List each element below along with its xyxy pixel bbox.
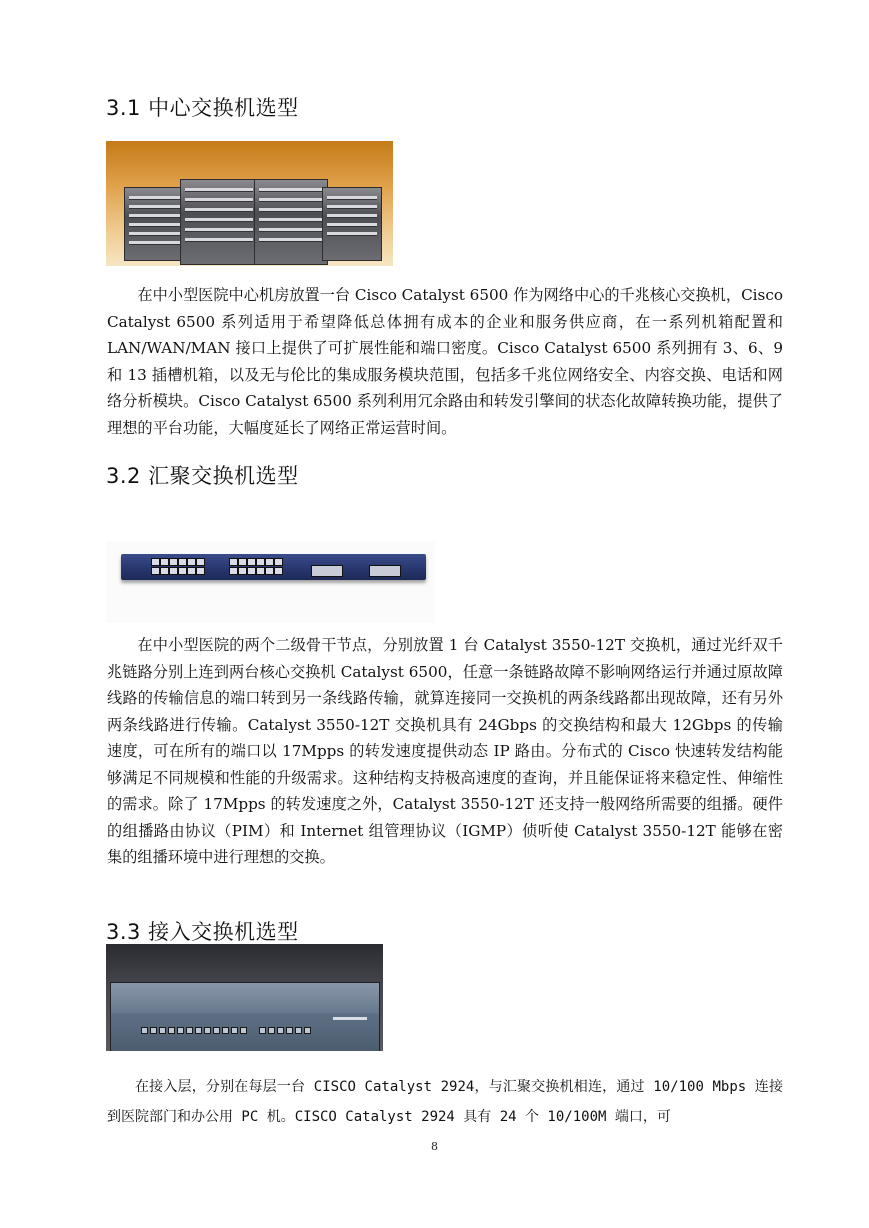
- catalyst-3550-switch-image: [106, 541, 435, 623]
- section-heading-3-2: 3.2 汇聚交换机选型: [106, 464, 299, 488]
- catalyst-6500-chassis-image: [106, 141, 393, 266]
- switch-chassis: [121, 554, 426, 580]
- chassis-unit: [124, 187, 188, 261]
- section-paragraph-3-2: 在中小型医院的两个二级骨干节点，分别放置 1 台 Catalyst 3550-12T 交换机，通过光纤双千兆链路分别上连到两台核心交换机 Catalyst 6500，任意一条链路故障不影响网络运行并通过原故障线路的传输信息的端口转到另一条线路传输，就算连接同一交换机的两条线路都出现故障，还有另外两条线路进行传输。Catalyst 3550-12T 交换机具有 24Gbps 的交换结构和最大 12Gbps 的传输速度，可在所有的端口以 17Mpps 的转发速度提供动态 IP 路由。分布式的 Cisco 快速转发结构能够满足不同规模和性能的升级需求。这种结构支持极高速度的查询，并且能保证将来稳定性、伸缩性的需求。除了 17Mpps 的转发速度之外，Catalyst 3550-12T 还支持一般网络所需要的组播。硬件的组播路由协议（PIM）和 Internet 组管理协议（IGMP）侦听使 Catalyst 3550-12T 能够在密集的组播环境中进行理想的交换。: [107, 636, 783, 866]
- section-heading-3-1: 3.1 中心交换机选型: [106, 96, 299, 120]
- section-heading-3-3: 3.3 接入交换机选型: [106, 920, 299, 944]
- section-paragraph-3-3: 在接入层，分别在每层一台 CISCO Catalyst 2924，与汇聚交换机相连，通过 10/100 Mbps 连接到医院部门和办公用 PC 机。CISCO Catalyst 2924 具有 24 个 10/100M 端口，可: [107, 1079, 783, 1125]
- chassis-unit: [322, 187, 382, 261]
- chassis-unit: [180, 179, 258, 265]
- chassis-unit: [254, 179, 328, 265]
- catalyst-2924-switch-image: [106, 944, 383, 1051]
- switch-chassis: [110, 982, 380, 1051]
- page-number: 8: [431, 1140, 438, 1153]
- section-paragraph-3-1: 在中小型医院中心机房放置一台 Cisco Catalyst 6500 作为网络中心的千兆核心交换机，Cisco Catalyst 6500 系列适用于希望降低总体拥有成本的企业和服务供应商，在一系列机箱配置和 LAN/WAN/MAN 接口上提供了可扩展性能和端口密度。Cisco Catalyst 6500 系列拥有 3、6、9 和 13 插槽机箱，以及无与伦比的集成服务模块范围，包括多千兆位网络安全、内容交换、电话和网络分析模块。Cisco Catalyst 6500 系列利用冗余路由和转发引擎间的状态化故障转换功能，提供了理想的平台功能，大幅度延长了网络正常运营时间。: [107, 286, 783, 437]
